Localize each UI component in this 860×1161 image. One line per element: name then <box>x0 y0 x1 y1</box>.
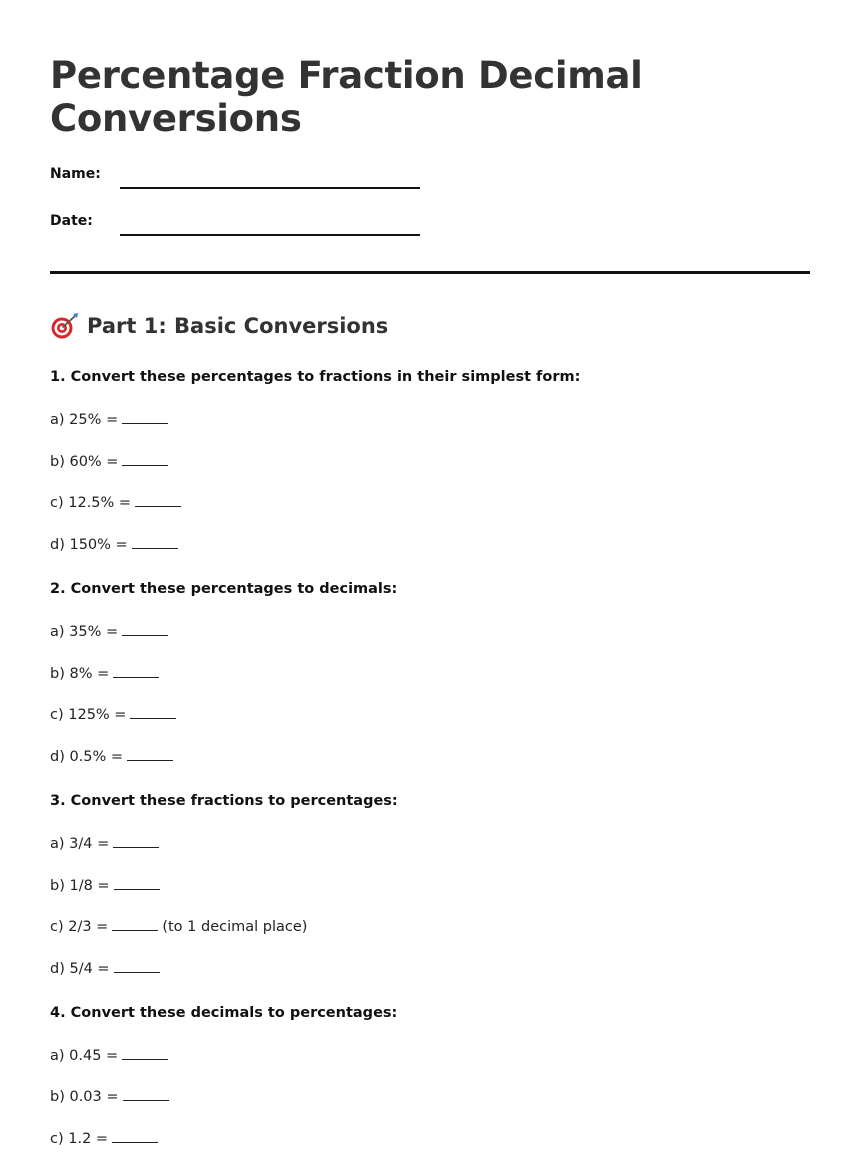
question-item-text: a) 0.45 = <box>50 1048 119 1064</box>
question-item <box>50 746 173 767</box>
question-item-text: a) 3/4 = <box>50 836 110 852</box>
answer-blank[interactable] <box>123 1086 169 1101</box>
answer-blank[interactable] <box>113 663 159 678</box>
date-line[interactable] <box>120 234 420 236</box>
question-3-prompt: 3. Convert these fractions to percentages: <box>50 793 398 809</box>
question-item-text: b) 1/8 = <box>50 878 110 894</box>
question-item <box>50 1045 168 1066</box>
question-item-text: c) 1.2 = <box>50 1131 109 1147</box>
question-1-prompt: 1. Convert these percentages to fractions in their simplest form: <box>50 369 581 385</box>
question-item-text: d) 0.5% = <box>50 749 124 765</box>
question-2-prompt: 2. Convert these percentages to decimals: <box>50 581 398 597</box>
answer-blank[interactable] <box>113 833 159 848</box>
question-item <box>50 833 159 854</box>
answer-blank[interactable] <box>135 492 181 507</box>
question-item-text: c) 2/3 = <box>50 919 109 935</box>
header-divider <box>50 271 810 274</box>
question-item-text: b) 8% = <box>50 666 110 682</box>
answer-blank[interactable] <box>122 621 168 636</box>
answer-blank[interactable] <box>112 916 158 931</box>
answer-blank[interactable] <box>114 875 160 890</box>
question-item-text: a) 35% = <box>50 624 119 640</box>
answer-blank[interactable] <box>122 1045 168 1060</box>
question-item <box>50 958 160 979</box>
question-item <box>50 451 168 472</box>
question-item-text: a) 25% = <box>50 412 119 428</box>
page-title: Percentage Fraction Decimal Conversions <box>50 54 643 140</box>
answer-blank[interactable] <box>114 958 160 973</box>
question-item-text: d) 5/4 = <box>50 961 110 977</box>
question-item <box>50 916 307 937</box>
question-item <box>50 492 181 513</box>
target-dart-icon <box>50 312 80 340</box>
answer-blank[interactable] <box>127 746 173 761</box>
question-item <box>50 621 168 642</box>
question-item-text: c) 12.5% = <box>50 495 132 511</box>
question-item <box>50 534 178 555</box>
answer-blank[interactable] <box>122 409 168 424</box>
date-label: Date: <box>50 213 93 229</box>
question-item-text: b) 60% = <box>50 454 119 470</box>
question-item-note: (to 1 decimal place) <box>162 919 308 935</box>
question-item <box>50 704 176 725</box>
question-item-text: c) 125% = <box>50 707 127 723</box>
name-line[interactable] <box>120 187 420 189</box>
question-4-prompt: 4. Convert these decimals to percentages: <box>50 1005 398 1021</box>
answer-blank[interactable] <box>130 704 176 719</box>
section-title-part1 <box>50 312 388 340</box>
question-item-text: b) 0.03 = <box>50 1089 119 1105</box>
answer-blank[interactable] <box>132 534 178 549</box>
answer-blank[interactable] <box>112 1128 158 1143</box>
date-field-row <box>50 212 430 236</box>
name-field-row <box>50 165 430 189</box>
name-label: Name: <box>50 166 101 182</box>
question-item-text: d) 150% = <box>50 537 128 553</box>
question-item <box>50 409 168 430</box>
question-item <box>50 1128 158 1149</box>
question-item <box>50 663 159 684</box>
section-title-text: Part 1: Basic Conversions <box>87 314 389 338</box>
question-item <box>50 875 160 896</box>
answer-blank[interactable] <box>122 451 168 466</box>
question-item <box>50 1086 169 1107</box>
